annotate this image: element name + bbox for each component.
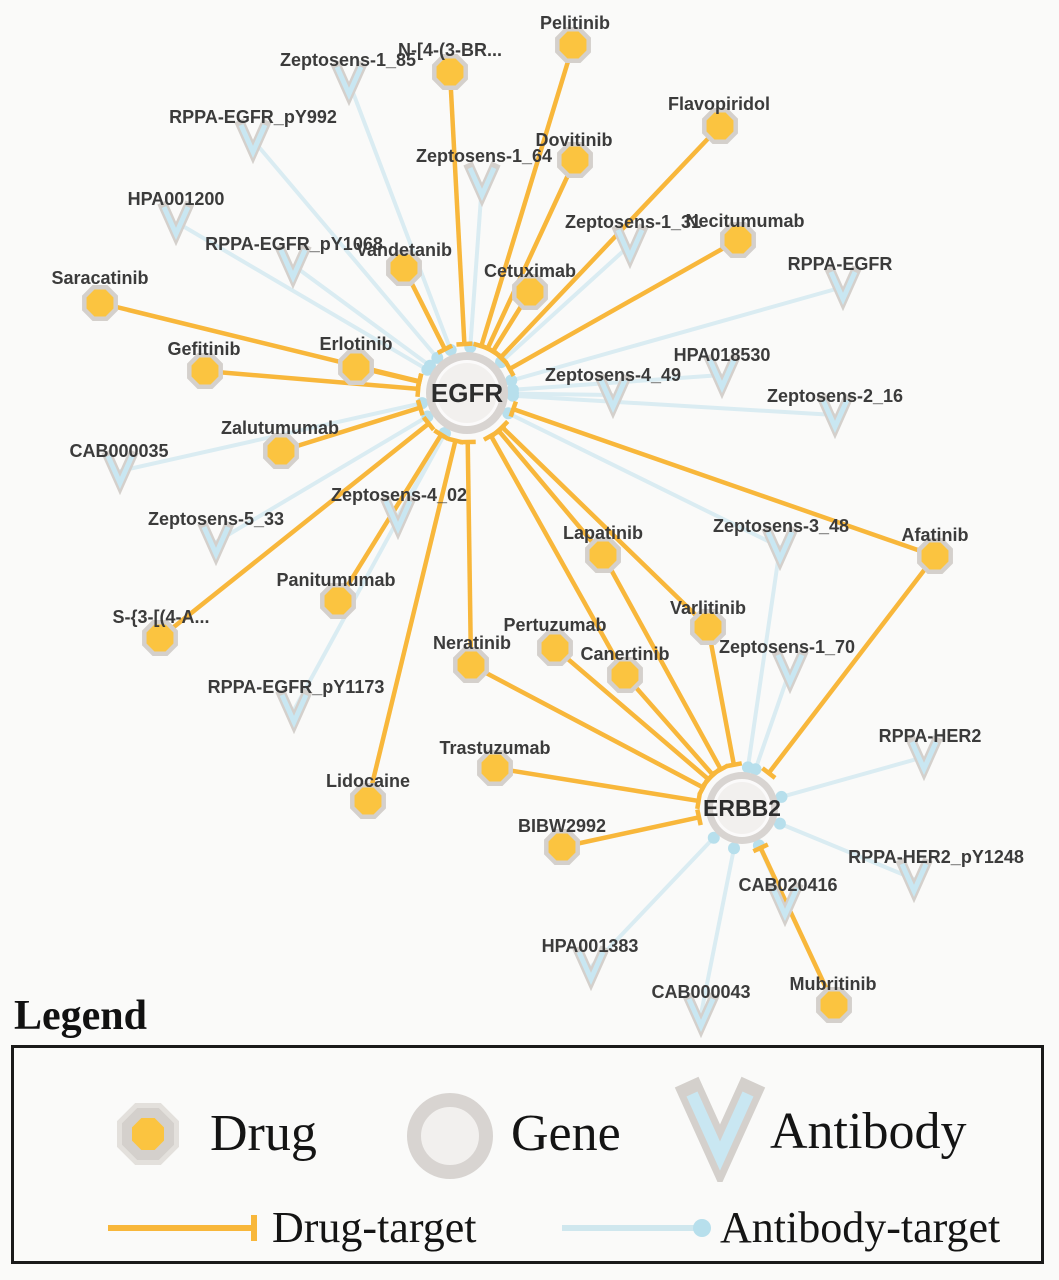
edge-drug-tee-bibw2992-erbb2 [697,809,700,825]
edge-drug-tee-trastuzumab-erbb2 [697,793,700,809]
node-label-mubritinib: Mubritinib [789,974,877,994]
antibody-node-inner-zeptosens-1_85 [337,67,361,94]
node-label-zalutumumab: Zalutumumab [220,418,340,438]
antibody-node-inner-rppa-her2 [912,742,936,769]
node-label-rppa-egfr: RPPA-EGFR [787,254,893,274]
edge-drug-tee-varlitinib-erbb2 [726,763,742,766]
node-label-bibw2992: BIBW2992 [517,816,607,836]
drug-legend-icon [98,1084,198,1184]
node-label-rppa-her2_py1248: RPPA-HER2_pY1248 [848,847,1024,867]
edge-antibody-rppa-her2-erbb2 [781,757,924,797]
edge-drug-tee-erlotinib-egfr [417,374,421,390]
antibody-node-inner-hpa001200 [164,207,188,234]
gene-label-egfr: EGFR [430,378,504,409]
legend-box [11,1045,1044,1264]
antibody-legend-icon [670,1072,770,1182]
antibody-node-inner-rppa-egfr [831,272,855,299]
drug-target-legend-swatch [106,1212,266,1244]
node-label-rppa-egfr_py992: RPPA-EGFR_pY992 [169,107,337,127]
node-label-erlotinib: Erlotinib [319,334,393,354]
node-label-zeptosens-4_02: Zeptosens-4_02 [330,485,468,505]
edge-antibody-dot-zeptosens-2_16-egfr [507,390,519,402]
drug-node-neratinib [455,649,486,680]
node-label-hpa001383: HPA001383 [541,936,639,956]
antibody-legend-label: Antibody [770,1103,967,1160]
node-label-pelitinib: Pelitinib [539,13,611,33]
drug-node-bibw2992 [546,831,577,862]
node-label-cab020416: CAB020416 [738,875,838,895]
node-label-zeptosens-1_85: Zeptosens-1_85 [279,50,417,70]
drug-node-erlotinib [340,351,371,382]
gene-label-erbb2: ERBB2 [703,795,781,822]
edge-antibody-zeptosens-1_64-egfr [470,183,482,347]
node-label-pertuzumab: Pertuzumab [503,615,607,635]
drug-node-flavopiridol [704,110,735,141]
node-label-lapatinib: Lapatinib [563,523,643,543]
node-label-rppa-egfr_py1068: RPPA-EGFR_pY1068 [205,234,383,254]
edge-drug-tee-n-4-3-br-egfr [456,344,472,345]
node-label-cab000043: CAB000043 [651,982,751,1002]
drug-target-legend-label: Drug-target [272,1203,477,1252]
edge-drug-canertinib-erbb2 [625,675,713,775]
drug-node-saracatinib [84,287,115,318]
node-label-vandetanib: Vandetanib [355,240,453,260]
drug-node-n-4-3-br [434,56,465,87]
node-label-saracatinib: Saracatinib [51,268,149,288]
drug-node-lapatinib [587,539,618,570]
drug-legend-label: Drug [210,1105,317,1162]
node-label-s-3-4-a: S-{3-[(4-A... [112,607,210,627]
edge-antibody-dot-cab000043-erbb2 [728,842,740,854]
antibody-node-inner-zeptosens-1_70 [778,655,802,682]
node-label-panitumumab: Panitumumab [276,570,396,590]
node-label-neratinib: Neratinib [432,633,512,653]
node-label-dovitinib: Dovitinib [535,130,613,150]
edge-drug-tee-afatinib-egfr [511,402,516,417]
drug-node-s-3-4-a [144,622,175,653]
node-label-varlitinib: Varlitinib [669,598,747,618]
node-label-canertinib: Canertinib [580,644,670,664]
node-label-n-4-3-br: N-[4-(3-BR... [398,40,502,60]
node-label-zeptosens-1_64: Zeptosens-1_64 [415,146,553,166]
gene-legend-label: Gene [511,1105,621,1162]
node-label-necitumumab: Necitumumab [685,211,805,231]
edge-drug-n-4-3-br-egfr [450,72,464,344]
node-label-gefitinib: Gefitinib [167,339,241,359]
node-label-hpa001200: HPA001200 [127,189,225,209]
gene-legend-icon [402,1088,498,1184]
drug-node-zalutumumab [265,435,296,466]
node-label-rppa-egfr_py1173: RPPA-EGFR_pY1173 [207,677,385,697]
antibody-node-inner-zeptosens-1_64 [470,168,494,195]
node-label-zeptosens-1_70: Zeptosens-1_70 [718,637,856,657]
drug-node-pelitinib [557,29,588,60]
node-label-zeptosens-1_31: Zeptosens-1_31 [564,212,702,232]
antibody-target-legend-label: Antibody-target [720,1203,1001,1252]
edge-drug-trastuzumab-erbb2 [495,768,699,801]
node-label-zeptosens-3_48: Zeptosens-3_48 [712,516,850,536]
drug-node-pertuzumab [539,632,570,663]
node-label-zeptosens-2_16: Zeptosens-2_16 [766,386,904,406]
drug-node-canertinib [609,659,640,690]
edge-antibody-zeptosens-1_85-egfr [349,82,451,350]
node-label-cetuximab: Cetuximab [483,261,577,281]
node-label-zeptosens-4_49: Zeptosens-4_49 [544,365,682,385]
node-label-hpa018530: HPA018530 [673,345,771,365]
drug-node-cetuximab [514,276,545,307]
drug-node-panitumumab [322,585,353,616]
node-label-lidocaine: Lidocaine [325,771,411,791]
node-label-zeptosens-5_33: Zeptosens-5_33 [147,509,285,529]
drug-node-gefitinib [189,355,220,386]
node-label-trastuzumab: Trastuzumab [439,738,551,758]
node-label-flavopiridol: Flavopiridol [667,94,771,114]
antibody-target-legend-swatch [560,1214,716,1242]
legend-title: Legend [14,993,148,1039]
edge-drug-neratinib-egfr [468,442,471,665]
node-label-cab000035: CAB000035 [69,441,169,461]
drug-node-mubritinib [818,989,849,1020]
drug-node-afatinib [919,540,950,571]
node-label-afatinib: Afatinib [901,525,969,545]
node-label-rppa-her2: RPPA-HER2 [878,726,982,746]
